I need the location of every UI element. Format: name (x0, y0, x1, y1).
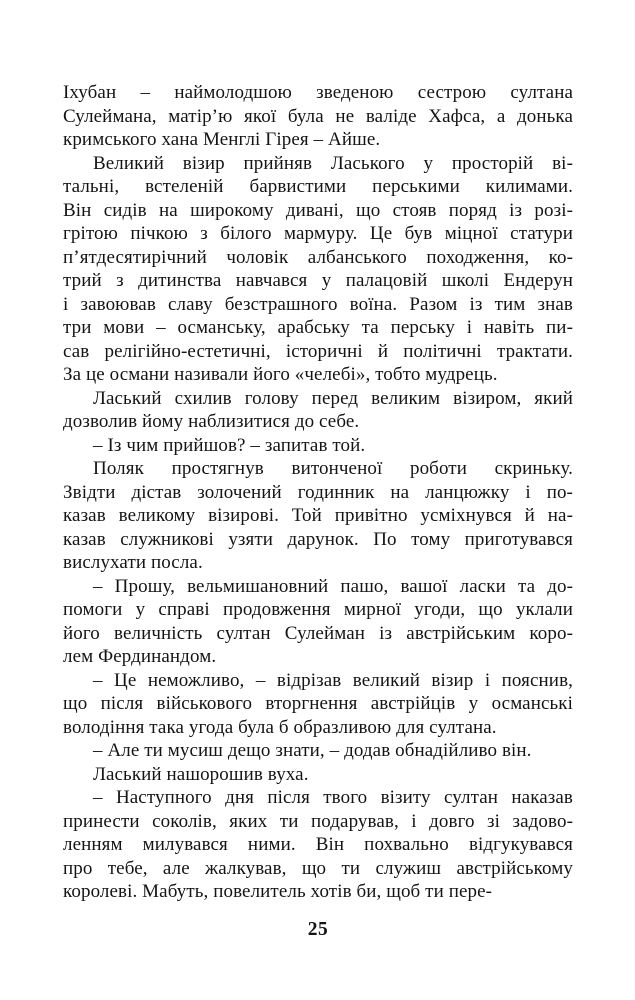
paragraph (63, 434, 573, 458)
text-block (63, 81, 573, 904)
text-line: грітою пічкою з білого мармуру. Це був міцної статури (63, 223, 573, 244)
text-line: ленням милувався ними. Він похвально відгукувався (63, 834, 573, 855)
text-line: володіння така угода була б образливою для султана. (63, 716, 497, 738)
paragraph (63, 81, 573, 152)
text-line: Ласький нашорошив вуха. (93, 763, 309, 785)
text-line: казав великому візирові. Той привітно усміхнувся й на- (63, 505, 573, 526)
text-line: принести соколів, яких ти подарував, і довго зі задово- (63, 810, 573, 832)
text-line: кримського хана Менглі Гірея – Айше. (63, 129, 381, 150)
paragraph (63, 457, 573, 575)
text-line: За це османи називали його «челебі», тобто мудрець. (63, 364, 498, 385)
text-line: – Із чим прийшов? – запитав той. (93, 434, 366, 456)
text-line: три мови – османську, арабську та перську і навіть пи- (63, 317, 573, 338)
text-line: вислухати посла. (63, 552, 203, 573)
paragraph (63, 575, 573, 669)
paragraph (63, 786, 573, 904)
text-line: Іхубан – наймолодшою зведеною сестрою султана (63, 82, 573, 103)
paragraph (63, 669, 573, 740)
text-line: лем Фердинандом. (63, 646, 217, 667)
page-number: 25 (307, 918, 329, 940)
text-line: – Наступного дня після твого візиту султан наказав (93, 787, 573, 808)
text-line: трий з дитинства навчався у палацовій школі Ендерун (63, 270, 573, 291)
text-line: сав релігійно-естетичні, історичні й політичні трактати. (63, 340, 573, 362)
text-line: що після військового вторгнення австрійців у османські (63, 693, 573, 714)
text-line: Сулеймана, матір’ю якої була не валіде Хафса, а донька (63, 105, 573, 127)
text-line: і завоював славу безстрашного воїна. Разом із тим знав (63, 293, 573, 315)
text-line: – Це неможливо, – відрізав великий візир і пояснив, (93, 669, 573, 691)
text-line: – Але ти мусиш дещо знати, – додав обнадійливо він. (93, 740, 532, 761)
text-line: Звідти дістав золочений годинник на ланцюжку і по- (63, 481, 573, 503)
text-line: – Прошу, вельмишановний пашо, вашої ласки та до- (93, 575, 573, 597)
text-line: його величність султан Сулейман із австрійським коро- (63, 622, 573, 644)
text-line: дозволив йому наблизитися до себе. (63, 411, 360, 432)
text-line: Великий візир прийняв Ласького у просторій ві- (93, 152, 573, 174)
text-line: про тебе, але жалкував, що ти служиш австрійському (63, 857, 573, 879)
text-line: королеві. Мабуть, повелитель хотів би, щоб ти пере- (63, 881, 493, 902)
text-line: п’ятдесятирічний чоловік албанського походження, ко- (63, 246, 573, 268)
text-line: Поляк простягнув витонченої роботи скриньку. (93, 458, 573, 479)
text-line: Ласький схилив голову перед великим візиром, який (93, 387, 573, 409)
text-line: Він сидів на широкому дивані, що стояв поряд із розі- (63, 199, 573, 221)
text-line: казав служникові узяти дарунок. По тому приготувався (63, 528, 573, 550)
paragraph (63, 152, 573, 387)
text-line: тальні, встеленій барвистими перськими килимами. (63, 176, 573, 197)
paragraph (63, 739, 573, 763)
paragraph (63, 387, 573, 434)
text-line: помоги у справі продовження мирної угоди, що уклали (63, 599, 573, 620)
paragraph (63, 763, 573, 787)
